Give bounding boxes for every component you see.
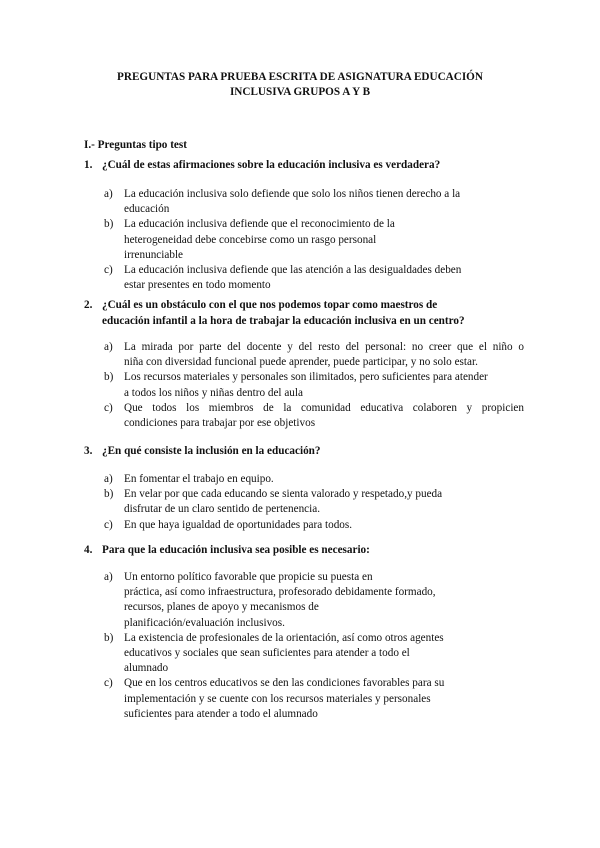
option-text-line: Que todos los miembros de la comunidad educativa colaboren y propicien xyxy=(124,401,524,414)
question-text xyxy=(102,443,522,459)
option-letter: a) xyxy=(104,341,113,353)
option-letter: c) xyxy=(104,264,113,277)
question-number: 4. xyxy=(84,544,93,556)
option-text-line: La existencia de profesionales de la orientación, así como otros agentes xyxy=(124,631,444,644)
option-letter: c) xyxy=(104,677,113,690)
option-text-line: La educación inclusiva solo defiende que solo los niños tienen derecho a la xyxy=(124,188,461,200)
question-2-options xyxy=(104,340,524,431)
document-title xyxy=(60,70,540,100)
question-4-options xyxy=(104,570,524,722)
option-b xyxy=(104,217,524,263)
option-text-line: En que haya igualdad de oportunidades para todos. xyxy=(124,518,353,531)
option-text-line: La educación inclusiva defiende que las atención a las desigualdades deben xyxy=(124,264,462,277)
option-text-line: suficientes para atender a todo el alumnado xyxy=(124,707,318,720)
option-letter: c) xyxy=(104,401,113,414)
option-a xyxy=(104,340,524,370)
question-text-line: ¿Cuál es un obstáculo con el que nos podemos topar como maestros de xyxy=(102,299,438,311)
option-text-line: irrenunciable xyxy=(124,248,184,261)
option-text-line: heterogeneidad debe concebirse como un rasgo personal xyxy=(124,233,377,246)
option-text-line: educación xyxy=(124,203,170,216)
option-b xyxy=(104,631,524,677)
option-c xyxy=(104,518,524,533)
question-text-line: Para que la educación inclusiva sea posible es necesario: xyxy=(102,544,370,556)
question-1-options xyxy=(104,187,524,293)
option-letter: b) xyxy=(104,631,114,644)
option-a xyxy=(104,187,524,217)
question-3-options xyxy=(104,472,524,533)
option-text-line: estar presentes en todo momento xyxy=(124,279,271,292)
option-text-line: La educación inclusiva defiende que el reconocimiento de la xyxy=(124,218,395,231)
option-text-line: recursos, planes de apoyo y mecanismos de xyxy=(124,601,319,614)
option-c xyxy=(104,401,524,431)
question-text xyxy=(102,297,522,329)
option-text-line: alumnado xyxy=(124,662,169,675)
option-letter: b) xyxy=(104,488,114,501)
question-text xyxy=(102,157,522,173)
option-text-line: educativos y sociales que sean suficientes para atender a todo el xyxy=(124,647,410,660)
section-heading: I.- Preguntas tipo test xyxy=(84,139,187,151)
option-text-line: a todos los niños y niñas dentro del aula xyxy=(124,386,303,399)
option-letter: a) xyxy=(104,188,113,200)
option-c xyxy=(104,263,524,293)
option-text-line: práctica, así como infraestructura, profesorado debidamente formado, xyxy=(124,586,436,599)
option-text-line: Que en los centros educativos se den las condiciones favorables para su xyxy=(124,677,445,690)
option-c xyxy=(104,676,524,722)
option-letter: c) xyxy=(104,518,113,531)
question-text xyxy=(102,542,522,558)
option-a xyxy=(104,570,524,631)
option-letter: b) xyxy=(104,371,114,384)
option-text-line: planificación/evaluación inclusivos. xyxy=(124,616,285,629)
option-text-line: Los recursos materiales y personales son ilimitados, pero suficientes para atender xyxy=(124,371,488,384)
option-text-line: La mirada por parte del docente y del resto del personal: no creer que el niño o xyxy=(124,341,524,353)
question-number: 2. xyxy=(84,299,93,311)
question-text-line: educación infantil a la hora de trabajar la educación inclusiva en un centro? xyxy=(102,315,465,327)
option-letter: a) xyxy=(104,473,113,485)
option-letter: b) xyxy=(104,218,114,231)
option-text-line: Un entorno político favorable que propicie su puesta en xyxy=(124,571,373,583)
option-text-line: disfrutar de un claro sentido de pertenencia. xyxy=(124,503,321,516)
option-text-line: En fomentar el trabajo en equipo. xyxy=(124,473,274,485)
question-number: 3. xyxy=(84,445,93,457)
option-b xyxy=(104,370,524,400)
question-text-line: ¿En qué consiste la inclusión en la educación? xyxy=(102,445,321,457)
question-number: 1. xyxy=(84,159,93,171)
question-text-line: ¿Cuál de estas afirmaciones sobre la educación inclusiva es verdadera? xyxy=(102,159,441,171)
option-text-line: niña con diversidad funcional puede aprender, puede participar, y no solo estar. xyxy=(124,356,478,369)
title-line-2: INCLUSIVA GRUPOS A Y B xyxy=(229,86,371,98)
option-text-line: condiciones para trabajar por ese objetivos xyxy=(124,417,316,430)
option-b xyxy=(104,487,524,517)
option-a xyxy=(104,472,524,487)
option-letter: a) xyxy=(104,571,113,583)
title-line-1: PREGUNTAS PARA PRUEBA ESCRITA DE ASIGNATURA EDUCACIÓN xyxy=(117,71,483,83)
option-text-line: En velar por que cada educando se sienta valorado y respetado,y pueda xyxy=(124,488,443,501)
option-text-line: implementación y se cuente con los recursos materiales y personales xyxy=(124,692,431,705)
